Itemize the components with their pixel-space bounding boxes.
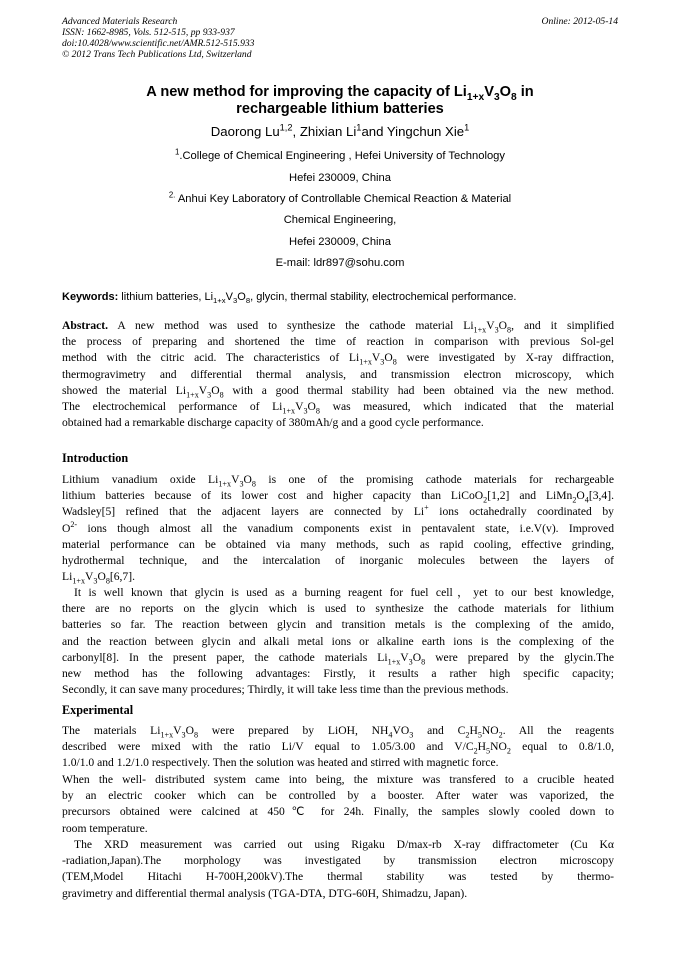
title-line-1: A new method for improving the capacity of $Li_{1+x}V_3O_8$ in xyxy=(146,84,534,103)
keywords: Keywords: lithium batteries, $Li_{1+x}V_3O_8$, glycin, thermal stability, electrochemical performance. xyxy=(62,291,517,306)
keywords-label: Keywords: xyxy=(62,291,119,303)
affiliation-1-city: Hefei 230009, China xyxy=(288,172,391,184)
title-line-2: rechargeable lithium batteries xyxy=(236,101,444,117)
affiliation-2-city: Hefei 230009, China xyxy=(288,236,391,248)
experimental-paragraph-2: When the well- distributed system came into being, the mixture was transfered to a crucible heated by an electric cooker which can be controlled by a booster. After water was vaporized, the precursors obtained were calcined at 450℃ for 24h. Finally, the samples slowly cooled down to room temperature. xyxy=(62,773,614,835)
introduction-paragraph-2: It is well known that glycin is used as a burning reagent for fuel cell，yet to our best knowledge, there are no reports on the glycin which is used to synthesize the cathode materials for lithium batteries so far. The reaction between glycin and transition metals is the complexing of the amido, and the reaction between glycin and alkali metal ions or alkaline earth ions is the complexing of the carbonyl[8]. In the present paper, the cathode materials $Li_{1+x}V_3O_8$ were prepared by the glycin.The new method has the following advantages: Firstly, it results a rather high specific capacity; Secondly, it can save many procedures; Thirdly, it will take less time than the previous methods. xyxy=(62,586,614,697)
author-list: Daorong Lu$^{1,2}$, Zhixian Li$^1$and Yingchun Xie$^1$ xyxy=(210,122,470,139)
paper-title xyxy=(62,84,618,118)
doi-line: doi:10.4028/www.scientific.net/AMR.512-515.933 xyxy=(62,38,255,49)
affiliation-2: $^{2.}$ Anhui Key Laboratory of Controllable Chemical Reaction & Material xyxy=(168,190,512,205)
section-heading-introduction: Introduction xyxy=(62,451,129,465)
online-date: Online: 2012-05-14 xyxy=(541,16,618,27)
author-email: E-mail: ldr897@sohu.com xyxy=(275,257,405,269)
abstract-label: Abstract. xyxy=(62,319,109,332)
experimental-paragraph-1: The materials $Li_{1+x}V_3O_8$ were prepared by LiOH, $NH_4VO_3$ and $C_2H_5NO_2$. All the reagents described were mixed with the ratio Li/V equal to 1.05/3.00 and $V/C_2H_5NO_2$ equal to 0.8/1.0, 1.0/1.0 and 1.2/1.0 respectively. Then the solution was heated and stirred with magnetic force. xyxy=(62,724,614,770)
copyright-line: © 2012 Trans Tech Publications Ltd, Switzerland xyxy=(62,49,252,60)
affiliation-2-dept: Chemical Engineering, xyxy=(283,214,397,226)
abstract: Abstract. A new method was used to synthesize the cathode material $Li_{1+x}V_3O_8$, and it simplified the process of preparing and shortened the time of reaction in comparison with previous Sol-gel method with the citric acid. The characteristics of $Li_{1+x}V_3O_8$ were investigated by X-ray diffraction, thermogravimetry and differential thermal analysis, and transmission electron microscopy, which showed the material $Li_{1+x}V_3O_8$ with a good thermal stability had been obtained via the new method. The electrochemical performance of $Li_{1+x}V_3O_8$ was measured, which indicated that the material obtained had a remarkable discharge capacity of 380mAh/g and a good cycle performance. xyxy=(62,319,614,430)
journal-name: Advanced Materials Research xyxy=(62,16,178,27)
section-heading-experimental: Experimental xyxy=(62,703,134,717)
experimental-paragraph-3: The XRD measurement was carried out using Rigaku D/max-rb X-ray diffractometer (Cu Kα -radiation,Japan).The morphology was investigated by transmission electron microscopy (TEM,Model Hitachi H-700H,200kV).The thermal stability was tested by thermo- gravimetry and differential thermal analysis (TGA-DTA, DTG-60H, Shimadzu, Japan). xyxy=(62,838,614,900)
affiliation-1: $^1$.College of Chemical Engineering , Hefei University of Technology xyxy=(174,147,505,162)
journal-header xyxy=(62,16,618,60)
issn-line: ISSN: 1662-8985, Vols. 512-515, pp 933-937 xyxy=(62,27,235,38)
introduction-paragraph-1: Lithium vanadium oxide $Li_{1+x}V_3O_8$ is one of the promising cathode materials for rechargeable lithium batteries because of its lower cost and higher capacity than LiCoO$_2$[1,2] and $LiMn_2O_4[3,4]$. Wadsley[5] refined that the adjacent layers are connected by Li+ ions octahedrally coordinated by $O^{2-}$ ions though almost all the vanadium components exist in pentavalent state, i.e.V(v). Improved material performance can be obtained via many methods, such as rapid cooling, effective grinding, hydrothermal technique, and the intercalation of inorganic molecules between the layers of $Li_{1+x}V_3O_8[6,7]$. xyxy=(62,473,614,586)
